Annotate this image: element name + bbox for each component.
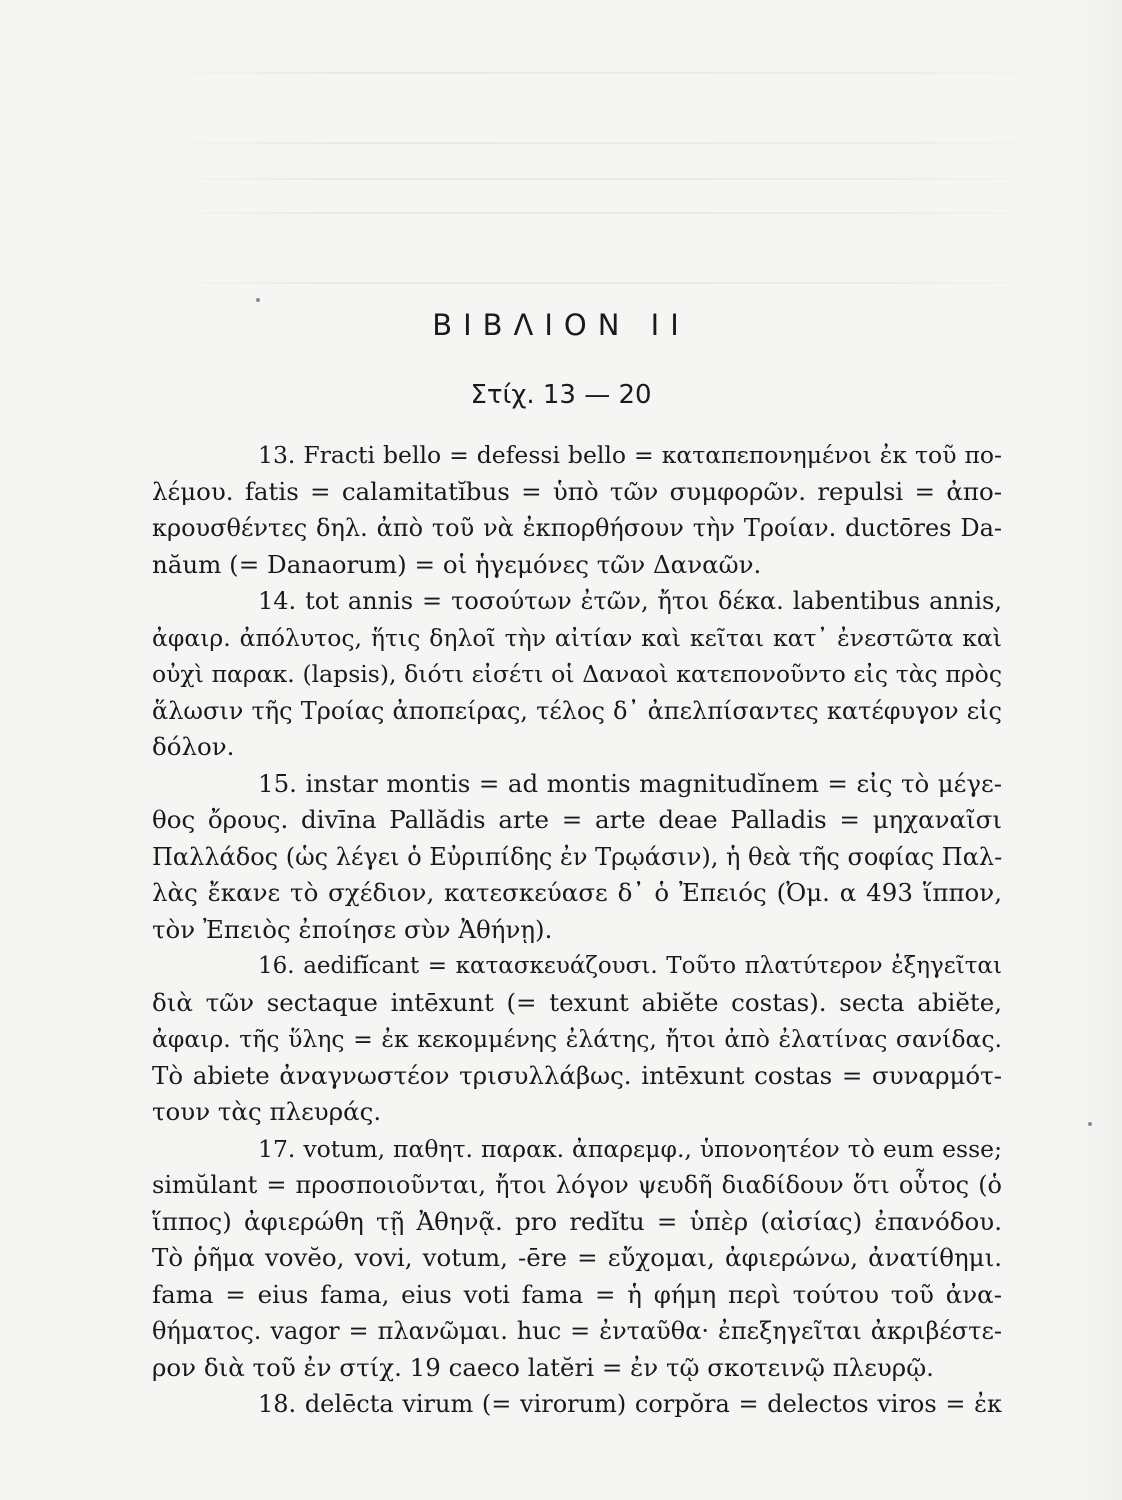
bleed-through (160, 282, 1060, 284)
text-line: τουν τὰς πλευράς. (152, 1097, 382, 1126)
bleed-through (160, 142, 1060, 144)
bleed-through (160, 212, 1060, 214)
text-line: Παλλάδος (ὡς λέγει ὁ Εὐριπίδης ἐν Τρῳάσιν), ἡ θεὰ τῆς σοφίας Παλ- (152, 842, 1003, 871)
ink-speck (256, 298, 260, 302)
text-line: τὸν Ἐπειὸς ἐποίησε σὺν Ἀθήνῃ). (152, 914, 553, 944)
commentary-text (152, 437, 1002, 1423)
lines-title: Στίχ. 13 — 20 (470, 380, 652, 410)
ink-speck (1088, 1122, 1092, 1126)
text-line: ἀφαιρ. τῆς ὕλης = ἐκ κεκομμένης ἐλάτης, ἤτοι ἀπὸ ἐλατίνας σανίδας. (152, 1025, 1002, 1053)
text-line: 13. Fracti bello = defessi bello = καταπεπονημένοι ἐκ τοῦ πο- (258, 441, 1002, 469)
text-line: θος ὄρους. divīna Pallădis arte = arte deae Palladis = μηχαναῖσι (152, 805, 1002, 834)
text-line: năum (= Danaorum) = οἱ ἡγεμόνες τῶν Δαναῶν. (152, 549, 762, 579)
text-line: fama = eius fama, eius voti fama = ἡ φήμη περὶ τούτου τοῦ ἀνα- (152, 1279, 1002, 1309)
page-edge-shadow (1082, 0, 1122, 1500)
text-line: δόλον. (152, 732, 235, 761)
text-line: οὐχὶ παρακ. (lapsis), διότι εἰσέτι οἱ Δαναοὶ κατεπονοῦντο εἰς τὰς πρὸς (152, 660, 1002, 688)
text-line: 15. instar montis = ad montis magnitudĭnem = εἰς τὸ μέγε- (258, 768, 1002, 798)
text-line: 18. delēcta virum (= virorum) corpŏra = delectos viros = ἐκ (258, 1390, 1002, 1418)
text-line: Τὸ ῥῆμα vovĕo, vovi, votum, -ēre = εὔχομαι, ἀφιερώνω, ἀνατίθημι. (152, 1243, 1002, 1272)
text-line: simŭlant = προσποιοῦνται, ἤτοι λόγον ψευδῆ διαδίδουν ὅτι οὗτος (ὁ (152, 1171, 1002, 1199)
bleed-through (160, 72, 1060, 74)
text-line: Τὸ abiete ἀναγνωστέον τρισυλλάβως. intēxunt costas = συναρμότ- (152, 1060, 1002, 1090)
text-line: ἀφαιρ. ἀπόλυτος, ἥτις δηλοῖ τὴν αἰτίαν καὶ κεῖται κατ᾿ ἐνεστῶτα καὶ (152, 623, 1002, 652)
text-line: 16. aedifĭcant = κατασκευάζουσι. Τοῦτο πλατύτερον ἐξηγεῖται (258, 953, 1002, 979)
text-line: θήματος. vagor = πλανῶμαι. huc = ἐνταῦθα· ἐπεξηγεῖται ἀκριβέστε- (152, 1317, 1002, 1345)
text-line: 14. tot annis = τοσούτων ἐτῶν, ἤτοι δέκα. labentibus annis, (258, 587, 1002, 615)
book-title: ΒΙΒΛΙΟΝ II (432, 308, 690, 342)
text-line: ἵππος) ἀφιερώθη τῇ Ἀθηνᾷ. pro redĭtu = ὑπὲρ (αἰσίας) ἐπανόδου. (152, 1206, 1002, 1236)
bleed-through (160, 178, 1060, 180)
text-line: διὰ τῶν sectaque intēxunt (= texunt abiĕte costas). secta abiĕte, (152, 987, 1002, 1017)
text-line: λέμου. fatis = calamitatĭbus = ὑπὸ τῶν συμφορῶν. repulsi = ἀπο- (152, 476, 1002, 506)
text-line: 17. votum, παθητ. παρακ. ἀπαρεμφ., ὑπονοητέον τὸ eum esse; (258, 1134, 1002, 1163)
text-line: ἅλωσιν τῆς Τροίας ἀποπείρας, τέλος δ᾿ ἀπελπίσαντες κατέφυγον εἰς (152, 696, 1002, 725)
text-line: ρον διὰ τοῦ ἐν στίχ. 19 caeco latĕri = ἐν τῷ σκοτεινῷ πλευρῷ. (152, 1352, 934, 1382)
text-line: κρουσθέντες δηλ. ἀπὸ τοῦ νὰ ἐκπορθήσουν τὴν Τροίαν. ductōres Da- (152, 514, 1002, 542)
text-line: λὰς ἔκανε τὸ σχέδιον, κατεσκεύασε δ᾿ ὁ Ἐπειός (Ὀμ. α 493 ἵππον, (152, 878, 1002, 907)
